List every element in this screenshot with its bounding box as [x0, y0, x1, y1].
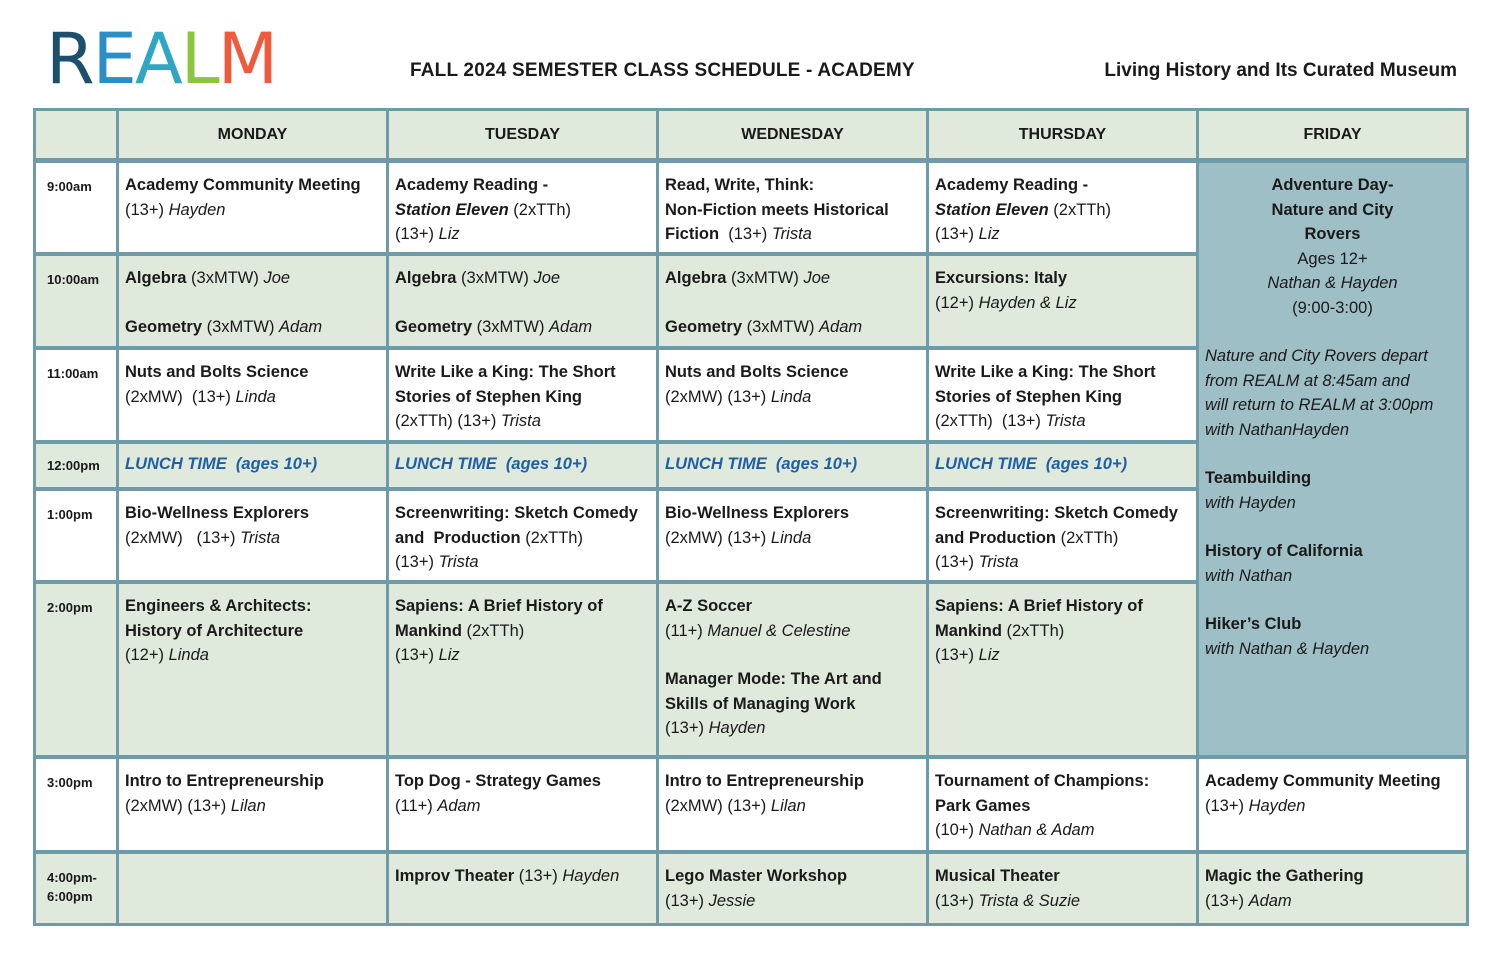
class-frequency: (2xTTh) — [525, 528, 583, 547]
cell-tue-9am — [389, 163, 656, 252]
cell-thu-10am — [929, 256, 1196, 346]
class-title-line1: Sapiens: A Brief History of — [935, 597, 1143, 615]
cell-mon-1pm — [119, 491, 386, 580]
class-age: (13+) — [935, 646, 974, 664]
class-frequency: (2xTTh) — [1053, 200, 1112, 219]
class-age: (13+) — [665, 891, 704, 910]
header-friday: FRIDAY — [1199, 111, 1466, 158]
header-tuesday: TUESDAY — [389, 111, 656, 158]
cell-mon-4pm — [119, 854, 386, 923]
class-age: (13+) — [125, 200, 164, 219]
cell-thu-1pm — [929, 491, 1196, 580]
lunch-ages: (ages 10+) — [505, 455, 588, 473]
class-age: (13+) — [191, 387, 231, 406]
adventure-ages: Ages 12+ — [1297, 249, 1368, 268]
time-2pm: 2:00pm — [36, 584, 116, 755]
class-title: Nuts and Bolts Science — [125, 363, 309, 381]
class-title-line2: Skills of Managing Work — [665, 694, 856, 713]
adventure-hours: (9:00-3:00) — [1292, 298, 1373, 317]
class-age: (13+) — [196, 528, 236, 547]
class-title-line1: Tournament of Champions: — [935, 772, 1150, 790]
class-teacher: Trista — [1045, 412, 1086, 430]
class-teacher: Jessie — [708, 891, 756, 910]
class-age: (13+) — [665, 719, 704, 737]
class-age: (13+) — [1205, 796, 1244, 815]
class-title-line1: Write Like a King: The Short — [395, 363, 616, 381]
class-title-line1: Read, Write, Think: — [665, 176, 815, 194]
class-age: (10+) — [935, 821, 974, 839]
class-title: Algebra — [665, 269, 727, 287]
lunch-label: LUNCH TIME — [125, 455, 227, 473]
activity-history-california: History of California — [1205, 542, 1363, 560]
time-1pm: 1:00pm — [36, 491, 116, 580]
cell-wed-11am — [659, 350, 926, 440]
cell-tue-4pm — [389, 854, 656, 923]
cell-thu-4pm — [929, 854, 1196, 923]
class-title: Intro to Entrepreneurship — [665, 772, 864, 790]
header-monday: MONDAY — [119, 111, 386, 158]
class-title-line2: Mankind — [935, 621, 1002, 640]
cell-fri-4pm — [1199, 854, 1466, 923]
logo-letter-l: L — [180, 18, 218, 100]
class-teacher: Hayden — [1248, 796, 1306, 815]
class-title: Excursions: Italy — [935, 269, 1068, 287]
adventure-note-line3: will return to REALM at 3:00pm — [1205, 396, 1434, 414]
header-corner-cell — [36, 111, 116, 158]
cell-wed-2pm — [659, 584, 926, 755]
cell-thu-3pm — [929, 759, 1196, 850]
class-teacher: Linda — [168, 646, 209, 664]
class-teacher: Trista — [438, 553, 479, 571]
cell-wed-lunch — [659, 444, 926, 487]
time-9am: 9:00am — [36, 163, 116, 252]
class-title-line3: Fiction — [665, 225, 720, 243]
class-title-line1: Manager Mode: The Art and — [665, 670, 882, 688]
cell-wed-9am — [659, 163, 926, 252]
class-age: (13+) — [935, 553, 974, 571]
header-wednesday: WEDNESDAY — [659, 111, 926, 158]
realm-logo — [46, 14, 277, 100]
class-frequency: (3xMTW) — [476, 317, 545, 336]
class-title: Academy Community Meeting — [125, 176, 361, 194]
class-title: Geometry — [395, 317, 473, 336]
class-teacher: Trista — [240, 528, 281, 547]
class-teacher: Trista — [771, 225, 812, 243]
class-title: Lego Master Workshop — [665, 867, 848, 885]
cell-mon-2pm — [119, 584, 386, 755]
activity-hikers-club: Hiker’s Club — [1205, 615, 1302, 633]
class-age: (13+) — [935, 891, 974, 910]
class-frequency: (2xMW) — [665, 796, 723, 815]
adventure-note-line4: with NathanHayden — [1205, 420, 1350, 439]
adventure-title-line1: Adventure Day- — [1271, 176, 1394, 194]
logo-letter-a: A — [134, 18, 181, 100]
class-frequency: (2xTTh) — [466, 621, 525, 640]
activity-hikers-club-with: with Nathan & Hayden — [1205, 639, 1370, 658]
class-age: (13+) — [395, 225, 434, 243]
lunch-ages: (ages 10+) — [235, 455, 318, 473]
friday-adventure-day — [1199, 163, 1466, 755]
class-teacher: Joe — [803, 269, 831, 287]
adventure-note-line1: Nature and City Rovers depart — [1205, 347, 1428, 365]
time-11am: 11:00am — [36, 350, 116, 440]
class-age: (13+) — [727, 387, 767, 406]
class-title-line1: Screenwriting: Sketch Comedy — [935, 504, 1178, 522]
adventure-note-line2: from REALM at 8:45am and — [1205, 371, 1410, 390]
class-title: Musical Theater — [935, 867, 1060, 885]
class-title: Magic the Gathering — [1205, 867, 1364, 885]
cell-mon-3pm — [119, 759, 386, 850]
time-10am: 10:00am — [36, 256, 116, 346]
adventure-teachers: Nathan & Hayden — [1267, 274, 1398, 292]
cell-wed-1pm — [659, 491, 926, 580]
page-title: FALL 2024 SEMESTER CLASS SCHEDULE - ACADEMY — [410, 60, 915, 81]
class-title: Top Dog - Strategy Games — [395, 772, 601, 790]
class-age: (13+) — [1001, 412, 1041, 430]
cell-wed-10am — [659, 256, 926, 346]
cell-thu-11am — [929, 350, 1196, 440]
class-age: (12+) — [125, 646, 164, 664]
class-teacher: Adam — [1248, 891, 1292, 910]
class-title-line2: Stories of Stephen King — [935, 387, 1123, 406]
cell-thu-2pm — [929, 584, 1196, 755]
class-frequency: (3xMTW) — [191, 269, 259, 287]
class-frequency: (2xTTh) — [935, 412, 993, 430]
header-thursday: THURSDAY — [929, 111, 1196, 158]
class-title-line2: Non-Fiction meets Historical — [665, 200, 889, 219]
class-title: Geometry — [125, 317, 203, 336]
class-teacher: Hayden — [708, 719, 766, 737]
cell-mon-11am — [119, 350, 386, 440]
cell-fri-3pm — [1199, 759, 1466, 850]
class-title: Nuts and Bolts Science — [665, 363, 849, 381]
class-title: Academy Reading - — [935, 176, 1089, 194]
class-age: (13+) — [395, 646, 434, 664]
class-teacher: Linda — [770, 387, 812, 406]
activity-teambuilding: Teambuilding — [1205, 469, 1312, 487]
class-age: (13+) — [728, 225, 768, 243]
lunch-label: LUNCH TIME — [395, 455, 497, 473]
class-frequency: (2xTTh) — [513, 200, 572, 219]
class-age: (13+) — [395, 553, 434, 571]
class-frequency: (2xTTh) — [1006, 621, 1065, 640]
class-frequency: (2xTTh) — [395, 412, 453, 430]
cell-tue-11am — [389, 350, 656, 440]
class-teacher: Hayden — [562, 867, 620, 885]
class-teacher: Liz — [978, 225, 1000, 243]
class-age: (13+) — [187, 796, 227, 815]
schedule-table — [33, 108, 1469, 926]
class-title-line1: Screenwriting: Sketch Comedy — [395, 504, 638, 522]
class-teacher: Nathan & Adam — [978, 821, 1095, 839]
class-age: (11+) — [665, 621, 703, 640]
cell-tue-2pm — [389, 584, 656, 755]
class-teacher: Hayden — [168, 200, 226, 219]
class-teacher: Linda — [235, 387, 276, 406]
class-title-line2: Stories of Stephen King — [395, 387, 583, 406]
class-title: Bio-Wellness Explorers — [665, 504, 850, 522]
page-subtitle: Living History and Its Curated Museum — [1104, 60, 1457, 81]
cell-wed-4pm — [659, 854, 926, 923]
class-teacher: Joe — [263, 269, 291, 287]
lunch-label: LUNCH TIME — [665, 455, 767, 473]
class-teacher: Adam — [279, 317, 323, 336]
activity-history-california-with: with Nathan — [1205, 566, 1293, 585]
class-title-line1: Sapiens: A Brief History of — [395, 597, 603, 615]
class-teacher: Liz — [978, 646, 1000, 664]
class-title: Bio-Wellness Explorers — [125, 504, 310, 522]
class-teacher: Adam — [437, 796, 481, 815]
cell-thu-9am — [929, 163, 1196, 252]
class-teacher: Liz — [438, 225, 460, 243]
adventure-title-line2: Nature and City — [1271, 200, 1394, 219]
class-teacher: Joe — [533, 269, 561, 287]
class-teacher: Lilan — [770, 796, 806, 815]
class-title-line2: Park Games — [935, 796, 1031, 815]
cell-mon-lunch — [119, 444, 386, 487]
class-title: Improv Theater — [395, 867, 515, 885]
lunch-ages: (ages 10+) — [1045, 455, 1128, 473]
class-title-line2: Mankind — [395, 621, 462, 640]
adventure-title-line3: Rovers — [1304, 225, 1361, 243]
class-teacher: Adam — [819, 317, 863, 336]
class-age: (13+) — [935, 225, 974, 243]
class-title-line1: Write Like a King: The Short — [935, 363, 1156, 381]
class-teacher: Hayden & Liz — [978, 293, 1077, 312]
logo-letter-e: E — [92, 18, 135, 100]
cell-tue-1pm — [389, 491, 656, 580]
class-frequency: (3xMTW) — [731, 269, 799, 287]
class-title: Academy Reading - — [395, 176, 549, 194]
class-teacher: Linda — [770, 528, 812, 547]
cell-mon-9am — [119, 163, 386, 252]
class-title: Intro to Entrepreneurship — [125, 772, 324, 790]
class-title-line2: and Production — [935, 528, 1056, 547]
class-frequency: (2xMW) — [125, 387, 183, 406]
time-4pm-6pm: 4:00pm- 6:00pm — [36, 854, 116, 923]
class-frequency: (2xMW) — [125, 796, 183, 815]
class-title: Algebra — [125, 269, 187, 287]
class-title-line2: and Production — [395, 528, 521, 547]
class-teacher: Trista & Suzie — [978, 891, 1081, 910]
class-title-line2: History of Architecture — [125, 621, 304, 640]
class-title: Academy Community Meeting — [1205, 772, 1441, 790]
cell-thu-lunch — [929, 444, 1196, 487]
cell-tue-3pm — [389, 759, 656, 850]
class-title-line1: Engineers & Architects: — [125, 597, 312, 615]
time-3pm: 3:00pm — [36, 759, 116, 850]
class-age: (13+) — [457, 412, 497, 430]
cell-mon-10am — [119, 256, 386, 346]
class-teacher: Trista — [978, 553, 1019, 571]
class-age: (13+) — [727, 796, 767, 815]
logo-letter-m: M — [217, 18, 277, 100]
cell-tue-lunch — [389, 444, 656, 487]
book-title: Station Eleven — [395, 200, 509, 219]
logo-letter-r: R — [46, 18, 93, 100]
lunch-label: LUNCH TIME — [935, 455, 1037, 473]
class-age: (13+) — [727, 528, 767, 547]
class-teacher: Trista — [500, 412, 541, 430]
class-frequency: (3xMTW) — [206, 317, 275, 336]
class-title: Geometry — [665, 317, 743, 336]
time-12pm: 12:00pm — [36, 444, 116, 487]
class-frequency: (2xMW) — [665, 528, 723, 547]
cell-wed-3pm — [659, 759, 926, 850]
class-frequency: (2xMW) — [125, 528, 183, 547]
class-title: Algebra — [395, 269, 457, 287]
class-age: (11+) — [395, 796, 433, 815]
class-frequency: (3xMTW) — [746, 317, 815, 336]
book-title: Station Eleven — [935, 200, 1049, 219]
class-title: A-Z Soccer — [665, 597, 753, 615]
class-frequency: (3xMTW) — [461, 269, 529, 287]
class-age: (12+) — [935, 293, 974, 312]
cell-tue-10am — [389, 256, 656, 346]
class-age: (13+) — [518, 867, 558, 885]
class-age: (13+) — [1205, 891, 1244, 910]
class-frequency: (2xTTh) — [1060, 528, 1119, 547]
class-frequency: (2xMW) — [665, 387, 723, 406]
class-teacher: Lilan — [230, 796, 266, 815]
lunch-ages: (ages 10+) — [775, 455, 858, 473]
activity-teambuilding-with: with Hayden — [1205, 493, 1296, 512]
class-teacher: Adam — [549, 317, 593, 336]
class-teacher: Manuel & Celestine — [707, 621, 851, 640]
class-teacher: Liz — [438, 646, 460, 664]
